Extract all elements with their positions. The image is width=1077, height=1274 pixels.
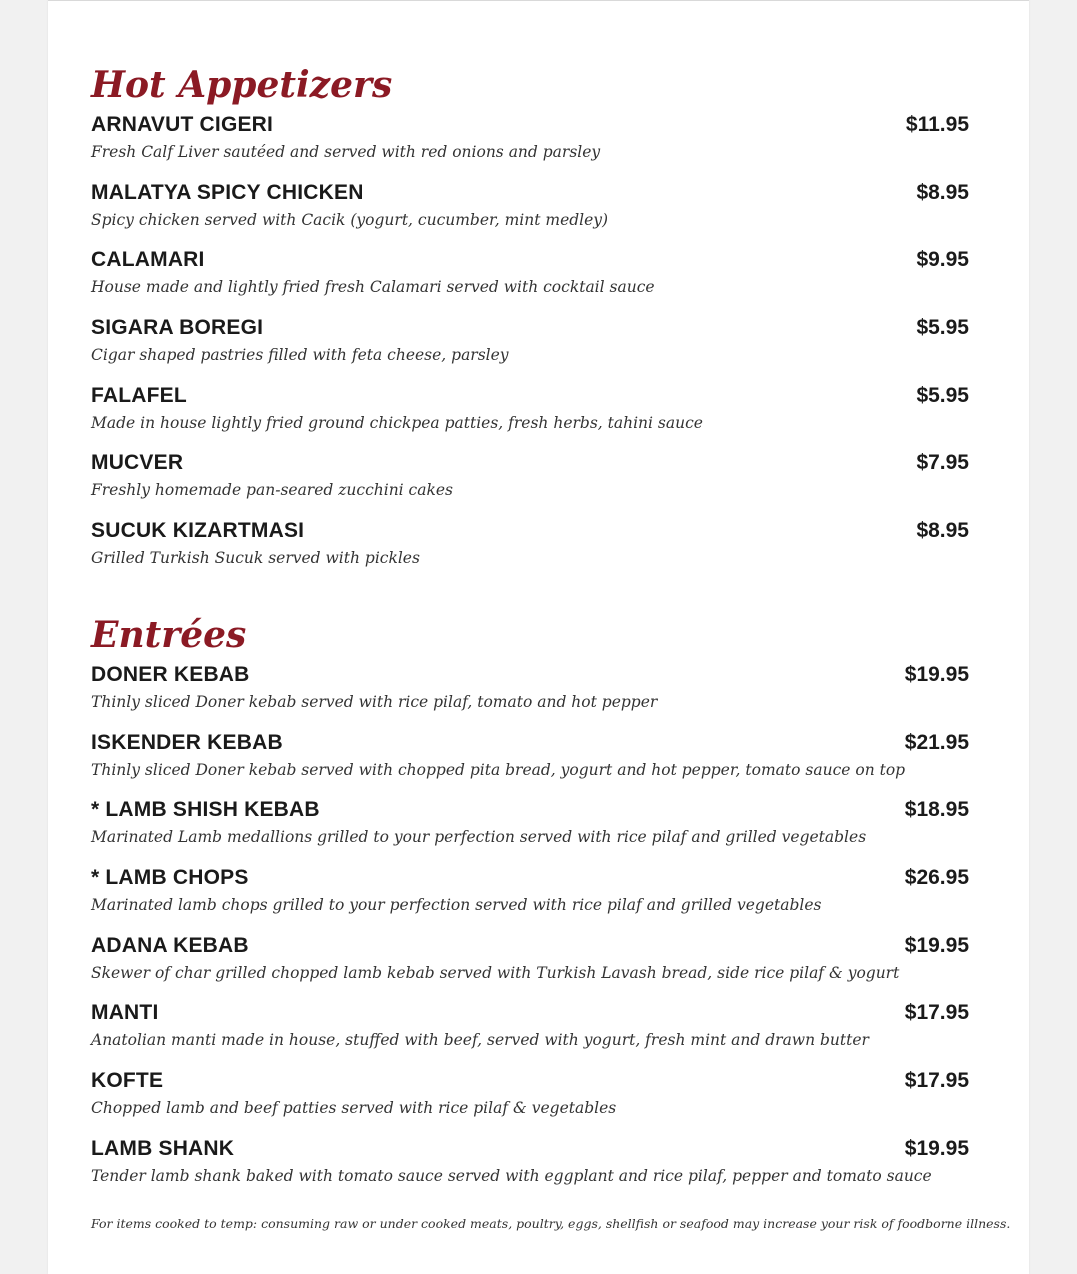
item-price: $17.95 xyxy=(904,1068,969,1092)
appetizers-list xyxy=(91,107,969,581)
menu-item xyxy=(91,1131,969,1199)
item-price: $17.95 xyxy=(904,1001,969,1025)
menu-item xyxy=(91,1063,969,1131)
item-description: Skewer of char grilled chopped lamb kebab served with Turkish Lavash bread, side rice pilaf & yogurt xyxy=(91,963,900,982)
item-price: $11.95 xyxy=(905,113,969,136)
item-description: Marinated lamb chops grilled to your perfection served with rice pilaf and grilled vegetables xyxy=(91,895,822,914)
item-name: KOFTE xyxy=(91,1068,164,1092)
item-price: $8.95 xyxy=(916,519,969,543)
menu-item xyxy=(91,310,969,378)
item-name: FALAFEL xyxy=(91,383,187,407)
item-name: ISKENDER KEBAB xyxy=(91,730,283,754)
item-price: $19.95 xyxy=(904,662,969,686)
menu-item xyxy=(91,175,969,243)
item-description: Made in house lightly fried ground chickpea patties, fresh herbs, tahini sauce xyxy=(91,413,703,432)
menu-content xyxy=(91,63,969,1198)
item-description: Spicy chicken served with Cacik (yogurt, cucumber, mint medley) xyxy=(91,210,609,229)
menu-item xyxy=(91,657,969,725)
menu-page xyxy=(48,0,1029,1274)
entrees-list xyxy=(91,657,969,1199)
item-description: House made and lightly fried fresh Calamari served with cocktail sauce xyxy=(91,278,655,297)
menu-item xyxy=(91,107,969,175)
item-price: $21.95 xyxy=(904,730,969,754)
item-name: LAMB SHANK xyxy=(91,1136,235,1160)
menu-item xyxy=(91,860,969,928)
menu-item xyxy=(91,792,969,860)
item-name: CALAMARI xyxy=(91,248,205,272)
item-description: Tender lamb shank baked with tomato sauce served with eggplant and rice pilaf, pepper and tomato sauce xyxy=(91,1166,932,1185)
item-price: $19.95 xyxy=(904,933,969,957)
item-price: $7.95 xyxy=(916,451,969,475)
item-price: $19.95 xyxy=(904,1136,969,1160)
item-description: Fresh Calf Liver sautéed and served with red onions and parsley xyxy=(91,143,601,161)
item-description: Thinly sliced Doner kebab served with rice pilaf, tomato and hot pepper xyxy=(91,692,658,711)
item-name: SIGARA BOREGI xyxy=(91,316,264,340)
menu-item xyxy=(91,445,969,513)
item-price: $9.95 xyxy=(916,248,969,272)
menu-item xyxy=(91,242,969,310)
item-name: SUCUK KIZARTMASI xyxy=(91,519,305,543)
section-title-hot-appetizers: Hot Appetizers xyxy=(91,64,393,106)
menu-item xyxy=(91,378,969,446)
item-description: Thinly sliced Doner kebab served with chopped pita bread, yogurt and hot pepper, tomato sauce on top xyxy=(91,760,906,779)
item-price: $5.95 xyxy=(916,383,969,407)
item-name: * LAMB SHISH KEBAB xyxy=(91,798,320,822)
item-name: DONER KEBAB xyxy=(91,662,250,686)
item-description: Chopped lamb and beef patties served with rice pilaf & vegetables xyxy=(91,1098,617,1117)
menu-item xyxy=(91,928,969,996)
item-name: MANTI xyxy=(91,1001,159,1025)
section-title-entrees: Entrées xyxy=(91,613,247,656)
menu-item xyxy=(91,725,969,793)
item-description: Cigar shaped pastries filled with feta cheese, parsley xyxy=(91,346,509,365)
item-price: $26.95 xyxy=(904,865,969,889)
food-safety-footnote: For items cooked to temp: consuming raw or under cooked meats, poultry, eggs, shellfish or seafood may increase your risk of foodborne illness. xyxy=(91,1216,1011,1231)
item-price: $5.95 xyxy=(916,316,969,340)
item-name: MALATYA SPICY CHICKEN xyxy=(91,180,364,204)
menu-item xyxy=(91,995,969,1063)
item-name: MUCVER xyxy=(91,451,184,475)
item-name: ADANA KEBAB xyxy=(91,933,249,957)
item-description: Anatolian manti made in house, stuffed with beef, served with yogurt, fresh mint and drawn butter xyxy=(91,1031,869,1050)
item-price: $18.95 xyxy=(904,798,969,822)
item-description: Grilled Turkish Sucuk served with pickles xyxy=(91,549,420,568)
item-description: Marinated Lamb medallions grilled to your perfection served with rice pilaf and grilled vegetables xyxy=(91,828,867,847)
item-name: ARNAVUT CIGERI xyxy=(91,113,274,136)
item-name: * LAMB CHOPS xyxy=(91,865,249,889)
item-description: Freshly homemade pan-seared zucchini cakes xyxy=(91,481,454,500)
menu-item xyxy=(91,513,969,581)
item-price: $8.95 xyxy=(916,180,969,204)
